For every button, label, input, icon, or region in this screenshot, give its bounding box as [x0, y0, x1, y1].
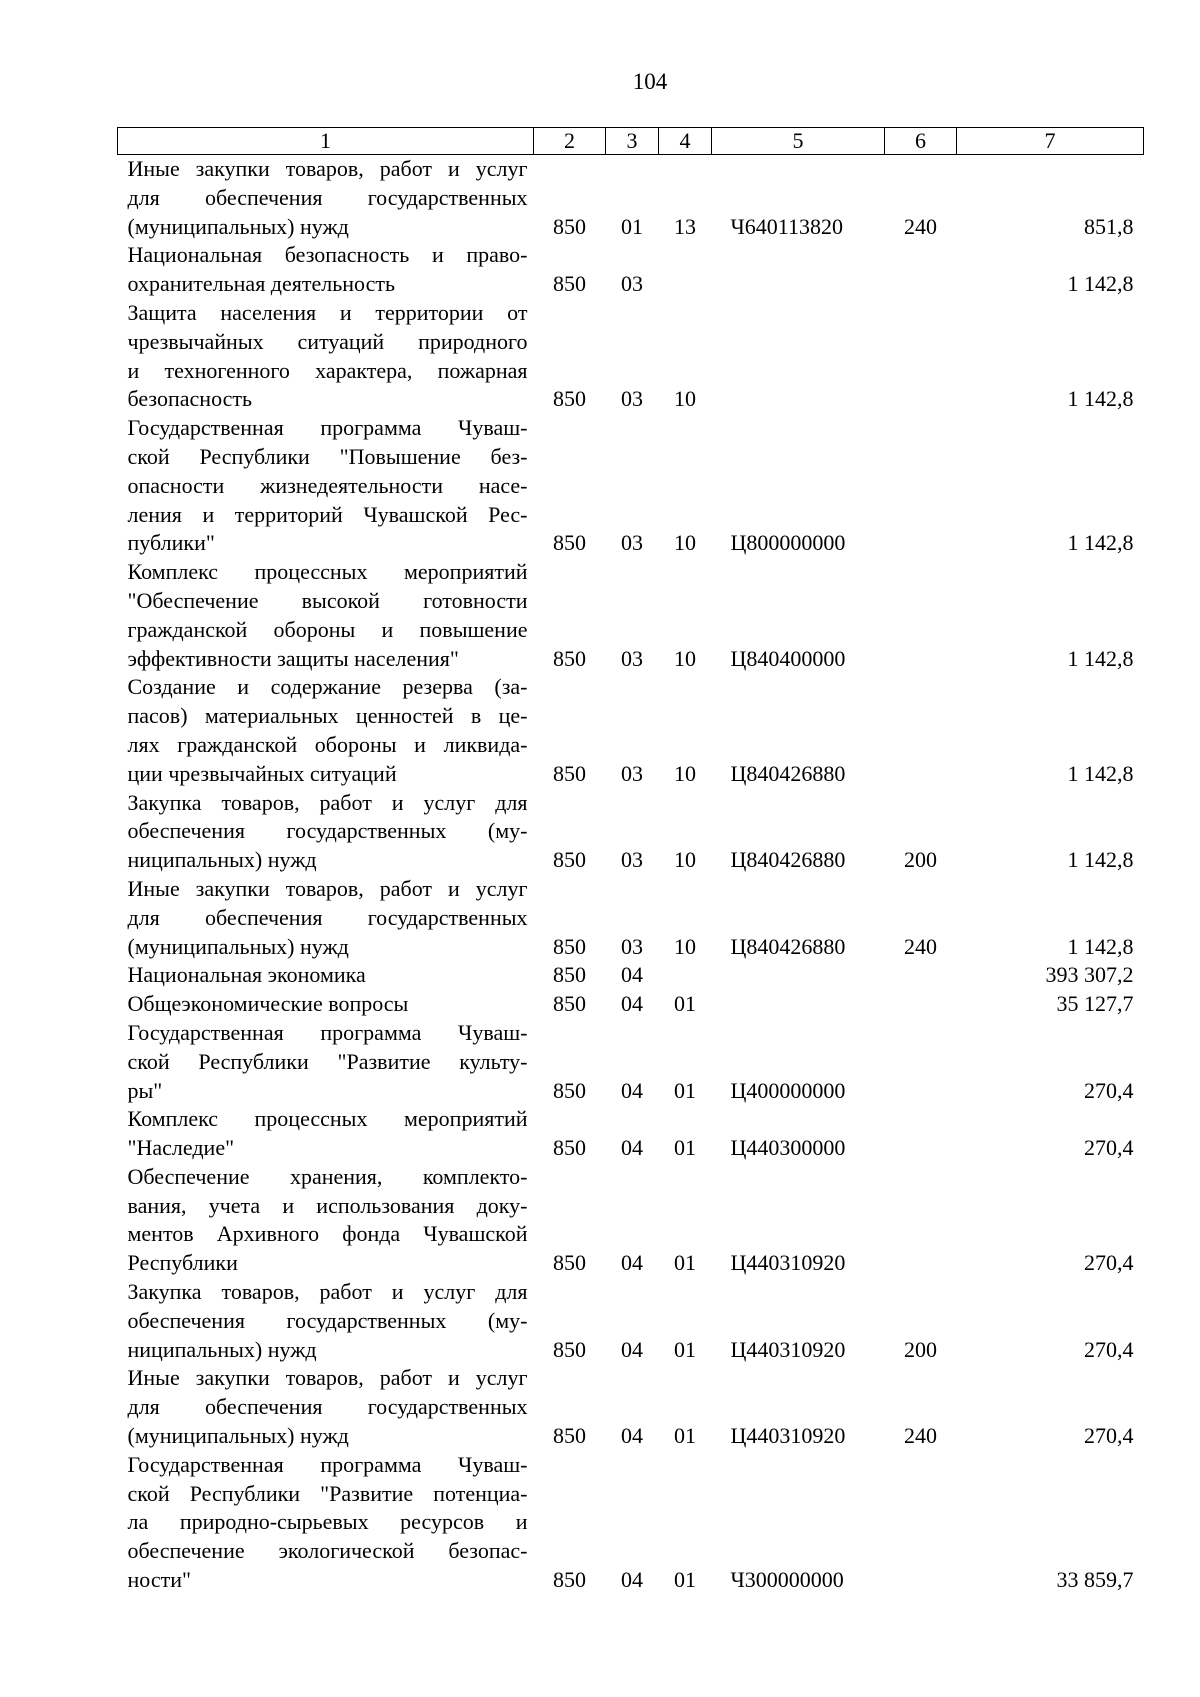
cell-subsection: 01: [674, 1250, 696, 1276]
cell-amount: 1 142,8: [1067, 847, 1134, 873]
cell-item-name: [118, 241, 534, 299]
item-name-line: Общеэкономические вопросы: [127, 991, 409, 1017]
cell-amount: 1 142,8: [1067, 386, 1134, 412]
cell-ministry-code: 850: [553, 1336, 586, 1362]
cell-section: 04: [621, 1336, 643, 1362]
header-row: [118, 128, 1144, 155]
cell-section: 04: [621, 1567, 643, 1593]
cell-item-name: [118, 558, 534, 673]
item-name-line: для обеспечения государственных: [127, 1394, 528, 1420]
cell-subsection: 13: [674, 213, 696, 239]
cell-target-item: Ц440310920: [730, 1423, 846, 1449]
cell-item-name: [118, 299, 534, 414]
cell-subsection: 10: [674, 933, 696, 959]
cell-section: 03: [621, 933, 643, 959]
cell-subsection: 01: [674, 1423, 696, 1449]
table-row: [118, 1278, 1144, 1364]
cell-section: 01: [621, 213, 643, 239]
item-name-line: обеспечения государственных (му-: [127, 1307, 528, 1333]
cell-item-name: [118, 789, 534, 875]
item-name-line: безопасность: [127, 386, 253, 412]
cell-item-name: [118, 1364, 534, 1450]
item-name-line: обеспечения государственных (му-: [127, 818, 528, 844]
item-name-line: Государственная программа Чуваш-: [127, 1019, 528, 1045]
cell-expense-type: 240: [904, 1423, 937, 1449]
cell-item-name: [118, 1451, 534, 1595]
cell-expense-type: [885, 1019, 957, 1105]
cell-subsection: 01: [674, 1077, 696, 1103]
item-name-line: охранительная деятельность: [127, 271, 396, 297]
cell-section: 03: [621, 760, 643, 786]
cell-ministry-code: 850: [553, 1135, 586, 1161]
cell-section: 03: [621, 530, 643, 556]
item-name-line: ла природно-сырьевых ресурсов и: [127, 1509, 528, 1535]
cell-amount: 270,4: [1084, 1077, 1134, 1103]
cell-target-item: Ч300000000: [730, 1567, 844, 1593]
item-name-line: ры": [127, 1077, 163, 1103]
cell-subsection: 01: [674, 1336, 696, 1362]
header-col-3: 3: [606, 128, 659, 155]
cell-ministry-code: 850: [553, 1567, 586, 1593]
page-number: 104: [632, 69, 668, 94]
table-row: [118, 789, 1144, 875]
cell-amount: 1 142,8: [1067, 760, 1134, 786]
header-col-7: 7: [957, 128, 1144, 155]
item-name-line: Иные закупки товаров, работ и услуг: [127, 875, 528, 901]
item-name-line: Республики: [127, 1250, 238, 1276]
cell-section: 03: [621, 847, 643, 873]
table-header: [118, 128, 1144, 155]
cell-section: 04: [621, 1135, 643, 1161]
item-name-line: ниципальных) нужд: [127, 1336, 317, 1362]
cell-item-name: [118, 1163, 534, 1278]
cell-ministry-code: 850: [553, 962, 586, 988]
table-row: [118, 875, 1144, 961]
cell-target-item: [712, 961, 885, 990]
cell-target-item: Ц440300000: [730, 1135, 846, 1161]
cell-ministry-code: 850: [553, 645, 586, 671]
item-name-line: ской Республики "Развитие культу-: [127, 1048, 528, 1074]
cell-item-name: [118, 1105, 534, 1163]
cell-expense-type: [885, 299, 957, 414]
cell-target-item: Ц840426880: [730, 760, 846, 786]
item-name-line: Создание и содержание резерва (за-: [127, 674, 528, 700]
item-name-line: Закупка товаров, работ и услуг для: [127, 1279, 528, 1305]
table-row: [118, 990, 1144, 1019]
item-name-line: для обеспечения государственных: [127, 184, 528, 210]
item-name-line: Государственная программа Чуваш-: [127, 1451, 528, 1477]
cell-item-name: [118, 961, 534, 990]
cell-subsection: 01: [674, 1567, 696, 1593]
cell-section: 04: [621, 1423, 643, 1449]
cell-ministry-code: 850: [553, 760, 586, 786]
cell-subsection: [659, 961, 712, 990]
cell-target-item: Ц440310920: [730, 1250, 846, 1276]
cell-ministry-code: 850: [553, 213, 586, 239]
table-body: [118, 155, 1144, 1595]
cell-expense-type: [885, 1105, 957, 1163]
item-name-line: Иные закупки товаров, работ и услуг: [127, 1365, 528, 1391]
cell-ministry-code: 850: [553, 271, 586, 297]
item-name-line: "Наследие": [127, 1135, 235, 1161]
item-name-line: Национальная экономика: [127, 962, 366, 988]
cell-expense-type: [885, 673, 957, 788]
cell-section: 03: [621, 386, 643, 412]
item-name-line: вания, учета и использования доку-: [127, 1192, 528, 1218]
cell-subsection: 10: [674, 386, 696, 412]
table-row: [118, 414, 1144, 558]
cell-target-item: Ц840426880: [730, 847, 846, 873]
item-name-line: (муниципальных) нужд: [127, 933, 349, 959]
cell-target-item: Ч640113820: [730, 213, 843, 239]
cell-amount: 1 142,8: [1067, 933, 1134, 959]
cell-expense-type: [885, 990, 957, 1019]
cell-amount: 270,4: [1084, 1336, 1134, 1362]
cell-target-item: Ц840400000: [730, 645, 846, 671]
cell-ministry-code: 850: [553, 1250, 586, 1276]
cell-amount: 270,4: [1084, 1135, 1134, 1161]
item-name-line: Государственная программа Чуваш-: [127, 415, 528, 441]
header-col-5: 5: [712, 128, 885, 155]
item-name-line: Иные закупки товаров, работ и услуг: [127, 156, 528, 181]
table-row: [118, 1105, 1144, 1163]
item-name-line: ской Республики "Повышение без-: [127, 443, 528, 469]
cell-target-item: Ц400000000: [730, 1077, 846, 1103]
cell-ministry-code: 850: [553, 933, 586, 959]
cell-amount: 35 127,7: [1056, 991, 1134, 1017]
cell-ministry-code: 850: [553, 386, 586, 412]
cell-expense-type: 200: [904, 1336, 937, 1362]
item-name-line: Обеспечение хранения, комплекто-: [127, 1163, 528, 1189]
cell-expense-type: [885, 241, 957, 299]
item-name-line: Защита населения и территории от: [127, 299, 528, 325]
cell-item-name: [118, 1019, 534, 1105]
cell-amount: 851,8: [1084, 213, 1134, 239]
cell-subsection: [659, 241, 712, 299]
cell-item-name: [118, 155, 534, 242]
cell-ministry-code: 850: [553, 530, 586, 556]
item-name-line: Комплекс процессных мероприятий: [127, 1106, 528, 1132]
item-name-line: "Обеспечение высокой готовности: [127, 587, 528, 613]
cell-target-item: Ц840426880: [730, 933, 846, 959]
cell-item-name: [118, 1278, 534, 1364]
item-name-line: для обеспечения государственных: [127, 904, 528, 930]
item-name-line: ментов Архивного фонда Чувашской: [127, 1221, 528, 1247]
item-name-line: лях гражданской обороны и ликвида-: [127, 731, 528, 757]
table-row: [118, 961, 1144, 990]
item-name-line: ления и территорий Чувашской Рес-: [127, 501, 528, 527]
cell-section: 04: [621, 1250, 643, 1276]
cell-expense-type: [885, 1451, 957, 1595]
cell-ministry-code: 850: [553, 847, 586, 873]
cell-item-name: [118, 875, 534, 961]
table-row: [118, 558, 1144, 673]
cell-amount: 1 142,8: [1067, 271, 1134, 297]
cell-ministry-code: 850: [553, 1077, 586, 1103]
table-row: [118, 1163, 1144, 1278]
header-col-4: 4: [659, 128, 712, 155]
cell-subsection: 10: [674, 645, 696, 671]
cell-item-name: [118, 414, 534, 558]
cell-subsection: 10: [674, 530, 696, 556]
item-name-line: эффективности защиты населения": [127, 645, 459, 671]
cell-amount: 393 307,2: [1045, 962, 1134, 988]
table-row: [118, 241, 1144, 299]
item-name-line: Комплекс процессных мероприятий: [127, 559, 528, 585]
cell-target-item: Ц440310920: [730, 1336, 846, 1362]
cell-subsection: 10: [674, 760, 696, 786]
cell-section: 03: [621, 271, 643, 297]
item-name-line: Национальная безопасность и право-: [127, 242, 528, 268]
cell-subsection: 01: [674, 991, 696, 1017]
cell-item-name: [118, 990, 534, 1019]
table-row: [118, 1451, 1144, 1595]
item-name-line: Закупка товаров, работ и услуг для: [127, 789, 528, 815]
cell-target-item: [712, 990, 885, 1019]
item-name-line: чрезвычайных ситуаций природного: [127, 328, 528, 354]
table-row: [118, 299, 1144, 414]
cell-expense-type: [885, 558, 957, 673]
item-name-line: гражданской обороны и повышение: [127, 616, 528, 642]
item-name-line: и техногенного характера, пожарная: [127, 357, 528, 383]
cell-subsection: 01: [674, 1135, 696, 1161]
item-name-line: опасности жизнедеятельности насе-: [127, 472, 528, 498]
item-name-line: ности": [127, 1567, 191, 1593]
table-row: [118, 673, 1144, 788]
header-col-2: 2: [534, 128, 606, 155]
cell-expense-type: 240: [904, 933, 937, 959]
cell-expense-type: [885, 961, 957, 990]
cell-expense-type: [885, 1163, 957, 1278]
cell-amount: 33 859,7: [1056, 1567, 1134, 1593]
cell-item-name: [118, 673, 534, 788]
cell-amount: 270,4: [1084, 1423, 1134, 1449]
cell-section: 04: [621, 962, 643, 988]
item-name-line: ции чрезвычайных ситуаций: [127, 760, 397, 786]
item-name-line: пасов) материальных ценностей в це-: [127, 703, 528, 729]
cell-target-item: Ц800000000: [730, 530, 846, 556]
item-name-line: ниципальных) нужд: [127, 847, 317, 873]
cell-section: 04: [621, 1077, 643, 1103]
cell-amount: 1 142,8: [1067, 530, 1134, 556]
item-name-line: ской Республики "Развитие потенциа-: [127, 1480, 528, 1506]
item-name-line: публики": [127, 530, 215, 556]
header-col-1: 1: [118, 128, 534, 155]
table-row: [118, 155, 1144, 242]
cell-expense-type: [885, 414, 957, 558]
cell-target-item: [712, 241, 885, 299]
item-name-line: обеспечение экологической безопас-: [127, 1538, 528, 1564]
item-name-line: (муниципальных) нужд: [127, 213, 349, 239]
cell-section: 03: [621, 645, 643, 671]
item-name-line: (муниципальных) нужд: [127, 1423, 349, 1449]
cell-expense-type: 200: [904, 847, 937, 873]
cell-section: 04: [621, 991, 643, 1017]
table-row: [118, 1019, 1144, 1105]
header-col-6: 6: [885, 128, 957, 155]
table-row: [118, 1364, 1144, 1450]
cell-ministry-code: 850: [553, 1423, 586, 1449]
cell-expense-type: 240: [904, 213, 937, 239]
cell-target-item: [712, 299, 885, 414]
cell-ministry-code: 850: [553, 991, 586, 1017]
cell-amount: 270,4: [1084, 1250, 1134, 1276]
cell-subsection: 10: [674, 847, 696, 873]
budget-table: [117, 127, 1144, 1595]
cell-amount: 1 142,8: [1067, 645, 1134, 671]
